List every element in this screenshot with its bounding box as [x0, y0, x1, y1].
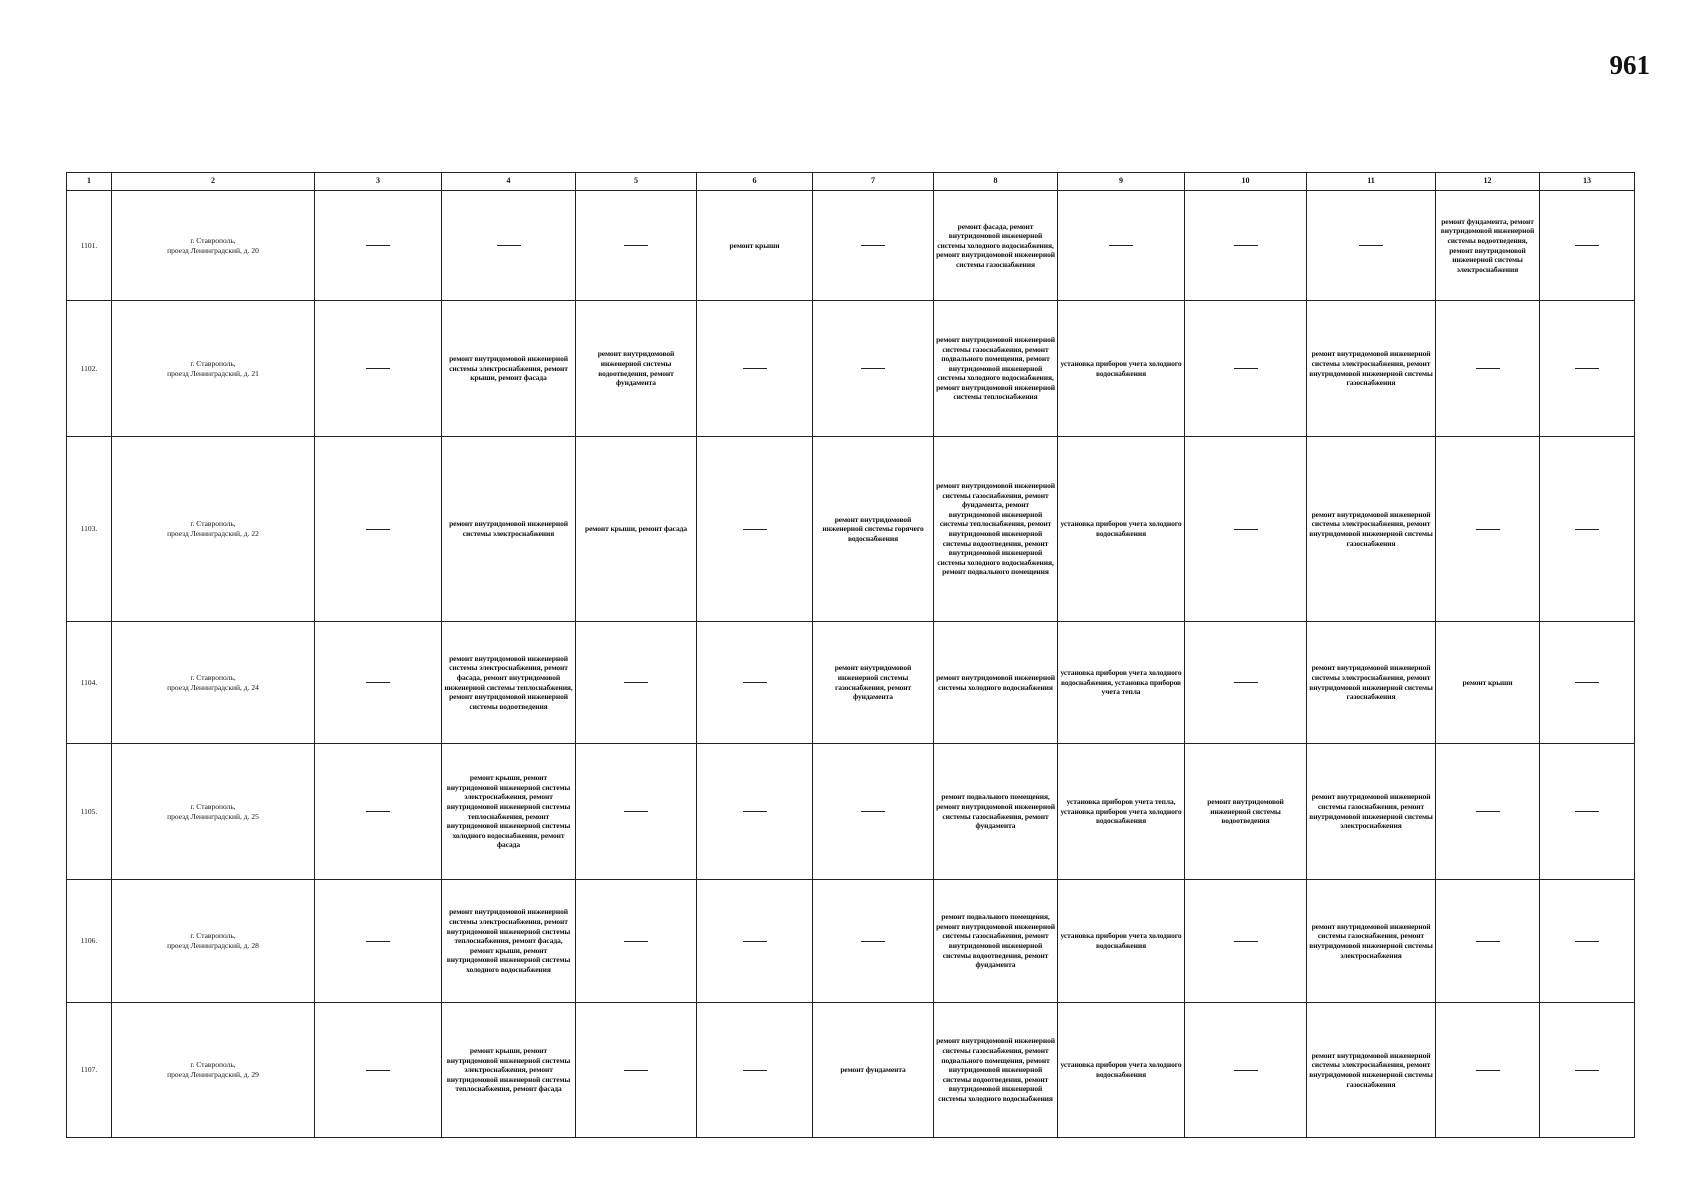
work-cell: ремонт внутридомовой инженерной системы электроснабжения, ремонт внутридомовой инженерной системы газоснабжения [1307, 1003, 1436, 1138]
col-header: 3 [315, 173, 442, 191]
address-street: проезд Ленинградский, д. 29 [167, 1070, 259, 1079]
work-cell: ремонт крыши [1436, 622, 1540, 744]
work-cell: ремонт внутридомовой инженерной системы газоснабжения, ремонт фундамента, ремонт внутридомовой инженерной системы теплоснабжения, ремонт внутридомовой инженерной системы водоотведения, ремонт внутридомовой инженерной системы холодного водоснабжения, ремонт подвального помещения [934, 437, 1058, 622]
empty-cell [1436, 301, 1540, 437]
empty-cell [697, 622, 813, 744]
work-cell: ремонт внутридомовой инженерной системы электроснабжения, ремонт внутридомовой инженерной системы газоснабжения [1307, 301, 1436, 437]
work-cell: ремонт внутридомовой инженерной системы газоснабжения, ремонт подвального помещения, ремонт внутридомовой инженерной системы водоотведения, ремонт внутридомовой инженерной системы холодного водоснабжения [934, 1003, 1058, 1138]
address-street: проезд Ленинградский, д. 21 [167, 368, 259, 378]
empty-cell [576, 880, 697, 1003]
col-header: 10 [1185, 173, 1307, 191]
dash-mark [1575, 245, 1599, 246]
empty-cell [315, 301, 442, 437]
empty-cell [1436, 744, 1540, 880]
dash-mark [1575, 368, 1599, 369]
work-cell: ремонт крыши [697, 191, 813, 301]
dash-mark [1359, 245, 1383, 246]
address-city: г. Ставрополь, [190, 358, 236, 368]
col-header: 12 [1436, 173, 1540, 191]
empty-cell [1058, 191, 1185, 301]
dash-mark [366, 368, 390, 369]
work-cell: ремонт фундамента [813, 1003, 934, 1138]
empty-cell [576, 191, 697, 301]
column-number-row [67, 173, 1635, 191]
dash-mark [624, 682, 648, 683]
dash-mark [366, 941, 390, 942]
page-number: 961 [1609, 50, 1650, 80]
work-cell: ремонт крыши, ремонт внутридомовой инженерной системы электроснабжения, ремонт внутридомовой инженерной системы теплоснабжения, ремонт внутридомовой инженерной системы холодного водоснабжения, ремонт фасада [442, 744, 576, 880]
address-cell [112, 437, 315, 622]
empty-cell [576, 744, 697, 880]
col-header: 2 [112, 173, 315, 191]
row-number: 1105. [67, 744, 112, 880]
empty-cell [1307, 191, 1436, 301]
empty-cell [697, 301, 813, 437]
dash-mark [1575, 1070, 1599, 1071]
work-cell: установка приборов учета холодного водоснабжения, установка приборов учета тепла [1058, 622, 1185, 744]
work-cell: установка приборов учета тепла, установка приборов учета холодного водоснабжения [1058, 744, 1185, 880]
dash-mark [861, 245, 885, 246]
empty-cell [697, 1003, 813, 1138]
row-number: 1104. [67, 622, 112, 744]
dash-mark [743, 529, 767, 530]
empty-cell [1540, 437, 1635, 622]
empty-cell [813, 191, 934, 301]
col-header: 5 [576, 173, 697, 191]
dash-mark [624, 1070, 648, 1071]
empty-cell [315, 437, 442, 622]
empty-cell [813, 744, 934, 880]
dash-mark [1575, 811, 1599, 812]
col-header: 1 [67, 173, 112, 191]
dash-mark [366, 682, 390, 683]
work-cell: ремонт внутридомовой инженерной системы газоснабжения, ремонт внутридомовой инженерной системы электроснабжения [1307, 880, 1436, 1003]
dash-mark [1234, 529, 1258, 530]
col-header: 13 [1540, 173, 1635, 191]
work-cell: ремонт подвального помещения, ремонт внутридомовой инженерной системы газоснабжения, ремонт фундамента [934, 744, 1058, 880]
work-cell: ремонт внутридомовой инженерной системы газоснабжения, ремонт внутридомовой инженерной системы электроснабжения [1307, 744, 1436, 880]
work-cell: ремонт внутридомовой инженерной системы водоотведения [1185, 744, 1307, 880]
address-city: г. Ставрополь, [190, 931, 236, 941]
work-cell: ремонт внутридомовой инженерной системы электроснабжения, ремонт внутридомовой инженерной системы газоснабжения [1307, 622, 1436, 744]
dash-mark [1575, 941, 1599, 942]
address-city: г. Ставрополь, [190, 801, 236, 811]
dash-mark [1476, 811, 1500, 812]
dash-mark [1476, 941, 1500, 942]
table-row [67, 744, 1635, 880]
empty-cell [315, 1003, 442, 1138]
table-row [67, 301, 1635, 437]
dash-mark [1476, 368, 1500, 369]
empty-cell [1185, 622, 1307, 744]
dash-mark [743, 682, 767, 683]
dash-mark [1575, 529, 1599, 530]
col-header: 4 [442, 173, 576, 191]
empty-cell [1436, 437, 1540, 622]
table-row [67, 437, 1635, 622]
work-cell: ремонт внутридомовой инженерной системы газоснабжения, ремонт подвального помещения, ремонт внутридомовой инженерной системы холодного водоснабжения, ремонт внутридомовой инженерной системы теплоснабжения [934, 301, 1058, 437]
empty-cell [1185, 191, 1307, 301]
empty-cell [813, 301, 934, 437]
address-cell [112, 191, 315, 301]
work-cell: ремонт фасада, ремонт внутридомовой инженерной системы холодного водоснабжения, ремонт внутридомовой инженерной системы газоснабжения [934, 191, 1058, 301]
empty-cell [1185, 880, 1307, 1003]
row-number: 1107. [67, 1003, 112, 1138]
address-street: проезд Ленинградский, д. 20 [167, 245, 259, 255]
dash-mark [861, 811, 885, 812]
empty-cell [315, 191, 442, 301]
row-number: 1101. [67, 191, 112, 301]
dash-mark [1234, 368, 1258, 369]
dash-mark [743, 1070, 767, 1071]
repair-schedule-table [66, 172, 1635, 1138]
work-cell: ремонт подвального помещения, ремонт внутридомовой инженерной системы газоснабжения, ремонт внутридомовой инженерной системы водоотведения, ремонт фундамента [934, 880, 1058, 1003]
empty-cell [697, 880, 813, 1003]
col-header: 7 [813, 173, 934, 191]
work-cell: установка приборов учета холодного водоснабжения [1058, 301, 1185, 437]
work-cell: установка приборов учета холодного водоснабжения [1058, 437, 1185, 622]
empty-cell [1185, 301, 1307, 437]
empty-cell [315, 880, 442, 1003]
work-cell: установка приборов учета холодного водоснабжения [1058, 880, 1185, 1003]
col-header: 9 [1058, 173, 1185, 191]
empty-cell [1436, 880, 1540, 1003]
work-cell: ремонт внутридомовой инженерной системы электроснабжения, ремонт внутридомовой инженерной системы теплоснабжения, ремонт фасада, ремонт крыши, ремонт внутридомовой инженерной системы холодного водоснабжения [442, 880, 576, 1003]
row-number: 1103. [67, 437, 112, 622]
address-street: проезд Ленинградский, д. 22 [167, 529, 259, 538]
address-cell [112, 880, 315, 1003]
dash-mark [624, 941, 648, 942]
col-header: 8 [934, 173, 1058, 191]
row-number: 1106. [67, 880, 112, 1003]
address-street: проезд Ленинградский, д. 25 [167, 811, 259, 821]
work-cell: ремонт фундамента, ремонт внутридомовой инженерной системы водоотведения, ремонт внутридомовой инженерной системы электроснабжения [1436, 191, 1540, 301]
empty-cell [1540, 301, 1635, 437]
work-cell: установка приборов учета холодного водоснабжения [1058, 1003, 1185, 1138]
dash-mark [366, 529, 390, 530]
empty-cell [1540, 744, 1635, 880]
dash-mark [1575, 682, 1599, 683]
empty-cell [813, 880, 934, 1003]
work-cell: ремонт внутридомовой инженерной системы электроснабжения, ремонт крыши, ремонт фасада [442, 301, 576, 437]
empty-cell [315, 622, 442, 744]
address-city: г. Ставрополь, [190, 519, 236, 529]
empty-cell [442, 191, 576, 301]
dash-mark [624, 245, 648, 246]
dash-mark [366, 811, 390, 812]
dash-mark [1476, 529, 1500, 530]
dash-mark [861, 368, 885, 369]
dash-mark [1234, 245, 1258, 246]
empty-cell [697, 744, 813, 880]
dash-mark [1234, 1070, 1258, 1071]
empty-cell [1540, 880, 1635, 1003]
empty-cell [1540, 622, 1635, 744]
work-cell: ремонт внутридомовой инженерной системы электроснабжения, ремонт фасада, ремонт внутридомовой инженерной системы теплоснабжения, ремонт внутридомовой инженерной системы водоотведения [442, 622, 576, 744]
work-cell: ремонт крыши, ремонт фасада [576, 437, 697, 622]
work-cell: ремонт внутридомовой инженерной системы газоснабжения, ремонт фундамента [813, 622, 934, 744]
work-cell: ремонт внутридомовой инженерной системы горячего водоснабжения [813, 437, 934, 622]
dash-mark [1234, 682, 1258, 683]
address-cell [112, 622, 315, 744]
dash-mark [497, 245, 521, 246]
address-street: проезд Ленинградский, д. 24 [167, 682, 259, 692]
empty-cell [1185, 1003, 1307, 1138]
dash-mark [1476, 1070, 1500, 1071]
empty-cell [697, 437, 813, 622]
col-header: 11 [1307, 173, 1436, 191]
address-cell [112, 1003, 315, 1138]
address-city: г. Ставрополь, [190, 235, 236, 245]
work-cell: ремонт внутридомовой инженерной системы электроснабжения [442, 437, 576, 622]
address-street: проезд Ленинградский, д. 28 [167, 941, 259, 950]
table-row [67, 191, 1635, 301]
col-header: 6 [697, 173, 813, 191]
dash-mark [743, 941, 767, 942]
dash-mark [861, 941, 885, 942]
work-cell: ремонт крыши, ремонт внутридомовой инженерной системы электроснабжения, ремонт внутридомовой инженерной системы теплоснабжения, ремонт фасада [442, 1003, 576, 1138]
work-cell: ремонт внутридомовой инженерной системы электроснабжения, ремонт внутридомовой инженерной системы газоснабжения [1307, 437, 1436, 622]
dash-mark [366, 245, 390, 246]
work-cell: ремонт внутридомовой инженерной системы водоотведения, ремонт фундамента [576, 301, 697, 437]
dash-mark [624, 811, 648, 812]
address-cell [112, 301, 315, 437]
table-row [67, 622, 1635, 744]
address-cell [112, 744, 315, 880]
dash-mark [1234, 941, 1258, 942]
empty-cell [576, 622, 697, 744]
empty-cell [1436, 1003, 1540, 1138]
table-row [67, 1003, 1635, 1138]
empty-cell [315, 744, 442, 880]
empty-cell [1185, 437, 1307, 622]
address-city: г. Ставрополь, [190, 672, 236, 682]
dash-mark [1109, 245, 1133, 246]
row-number: 1102. [67, 301, 112, 437]
empty-cell [576, 1003, 697, 1138]
empty-cell [1540, 1003, 1635, 1138]
dash-mark [743, 811, 767, 812]
dash-mark [743, 368, 767, 369]
address-city: г. Ставрополь, [190, 1060, 236, 1070]
work-cell: ремонт внутридомовой инженерной системы холодного водоснабжения [934, 622, 1058, 744]
empty-cell [1540, 191, 1635, 301]
table-row [67, 880, 1635, 1003]
dash-mark [366, 1070, 390, 1071]
